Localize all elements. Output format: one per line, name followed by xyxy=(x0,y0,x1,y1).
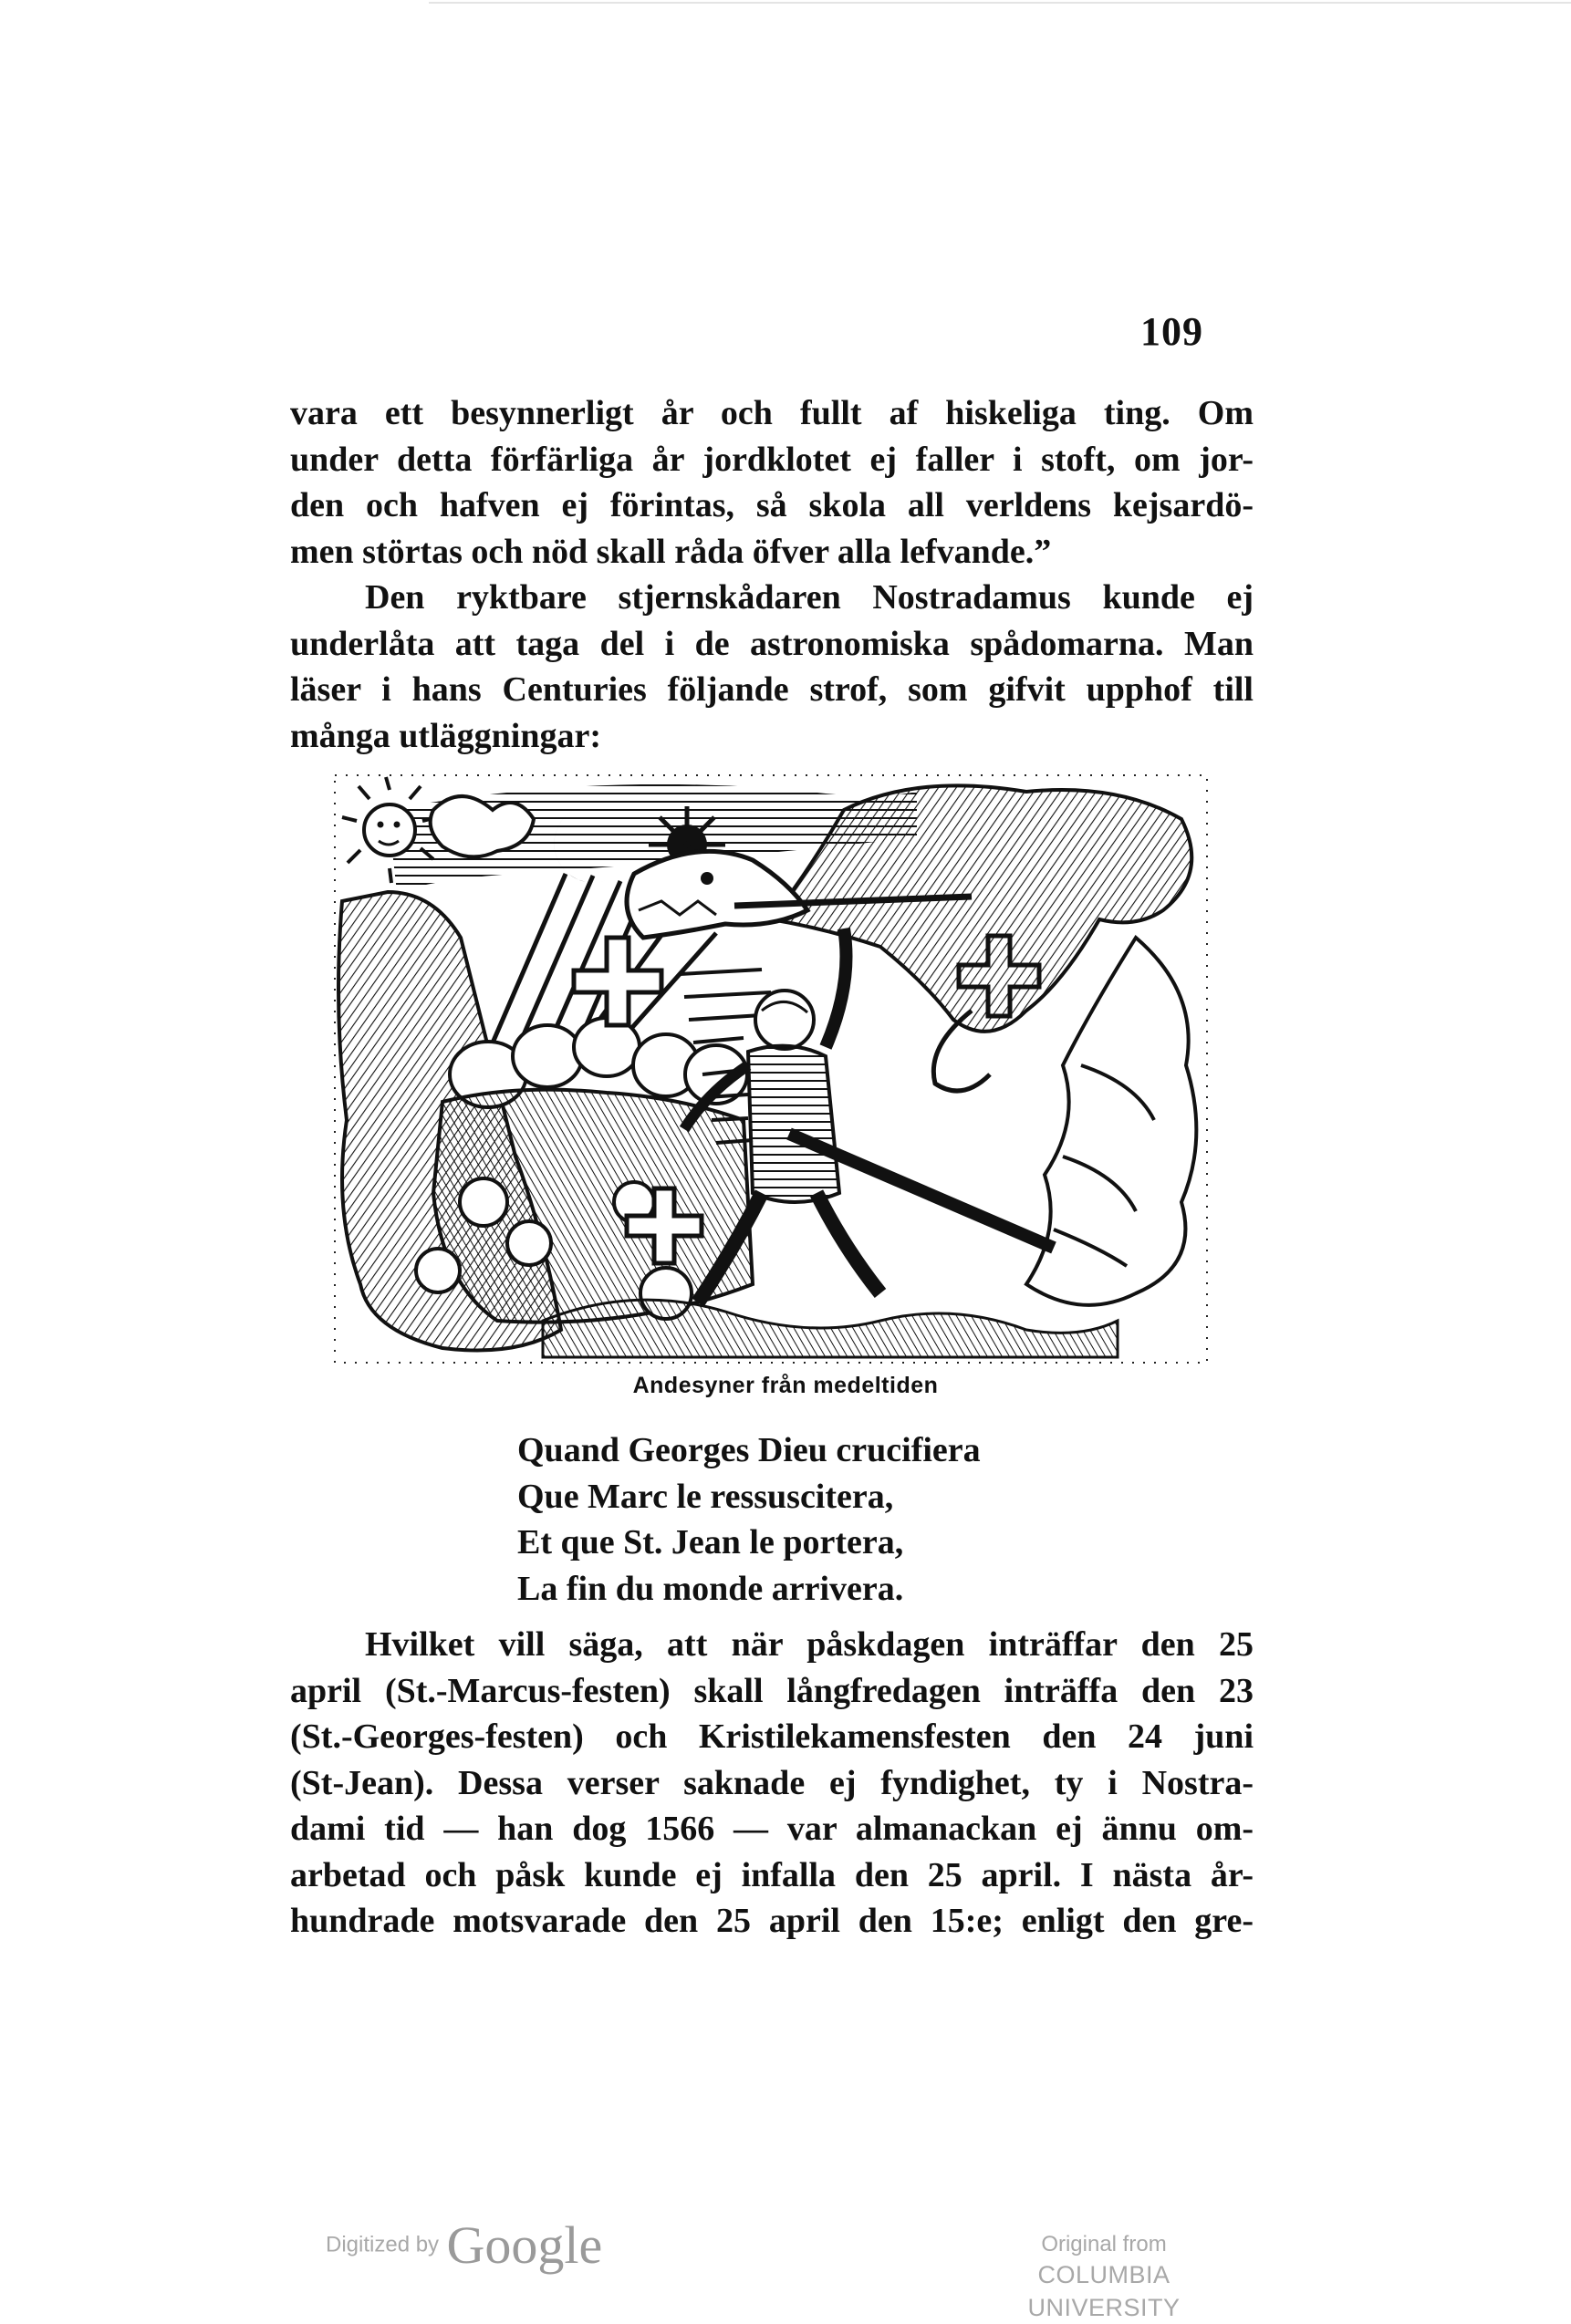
page-number: 109 xyxy=(1140,309,1203,354)
verse-line: Que Marc le ressuscitera, xyxy=(517,1477,894,1516)
text-line: hundrade motsvarade den 25 april den 15:e; enligt den gre- xyxy=(290,1902,1254,1940)
illustration-caption: Andesyner från medeltiden xyxy=(632,1373,939,1398)
text-line: många utläggningar: xyxy=(290,716,601,755)
woodcut-illustration xyxy=(333,773,1209,1364)
text-line: Hvilket vill säga, att när påskdagen inträffar den 25 xyxy=(365,1625,1254,1664)
paragraph-2 xyxy=(290,575,1254,759)
verse-line: Quand Georges Dieu crucifiera xyxy=(517,1431,981,1469)
text-line: men störtas och nöd skall råda öfver alla lefvande.” xyxy=(290,532,1052,571)
digitized-by-label: Digitized by xyxy=(326,2232,440,2257)
text-line: dami tid — han dog 1566 — var almanackan ej ännu om- xyxy=(290,1810,1254,1848)
page-top-edge xyxy=(429,2,1571,4)
verse-line: La fin du monde arrivera. xyxy=(517,1569,904,1608)
text-line: läser i hans Centuries följande strof, som gifvit upphof till xyxy=(290,670,1254,709)
paragraph-3 xyxy=(290,1622,1254,1945)
text-line: den och hafven ej förintas, så skola all verldens kejsardö- xyxy=(290,486,1254,524)
text-line: vara ett besynnerligt år och fullt af hiskeliga ting. Om xyxy=(290,394,1254,432)
text-line: Den ryktbare stjernskådaren Nostradamus kunde ej xyxy=(365,578,1254,617)
institution-label: COLUMBIA UNIVERSITY xyxy=(1027,2261,1181,2321)
verse-block xyxy=(517,1427,981,1612)
text-line: (St-Jean). Dessa verser saknade ej fyndighet, ty i Nostra- xyxy=(290,1763,1254,1802)
verse-line: Et que St. Jean le portera, xyxy=(517,1523,904,1561)
text-line: (St.-Georges-festen) och Kristilekamensfesten den 24 juni xyxy=(290,1717,1254,1756)
google-logo: Google xyxy=(446,2215,603,2275)
text-line: under detta förfärliga år jordklotet ej faller i stoft, om jor- xyxy=(290,440,1254,479)
paragraph-1 xyxy=(290,390,1254,575)
original-from-label: Original from xyxy=(1041,2232,1167,2257)
digitized-by-watermark xyxy=(326,2215,602,2276)
text-line: underlåta att taga del i de astronomiska spådomarna. Man xyxy=(290,624,1254,663)
text-line: april (St.-Marcus-festen) skall långfredagen inträffa den 23 xyxy=(290,1671,1254,1710)
original-from-watermark xyxy=(967,2231,1241,2324)
text-line: arbetad och påsk kunde ej infalla den 25 april. I nästa år- xyxy=(290,1855,1254,1894)
